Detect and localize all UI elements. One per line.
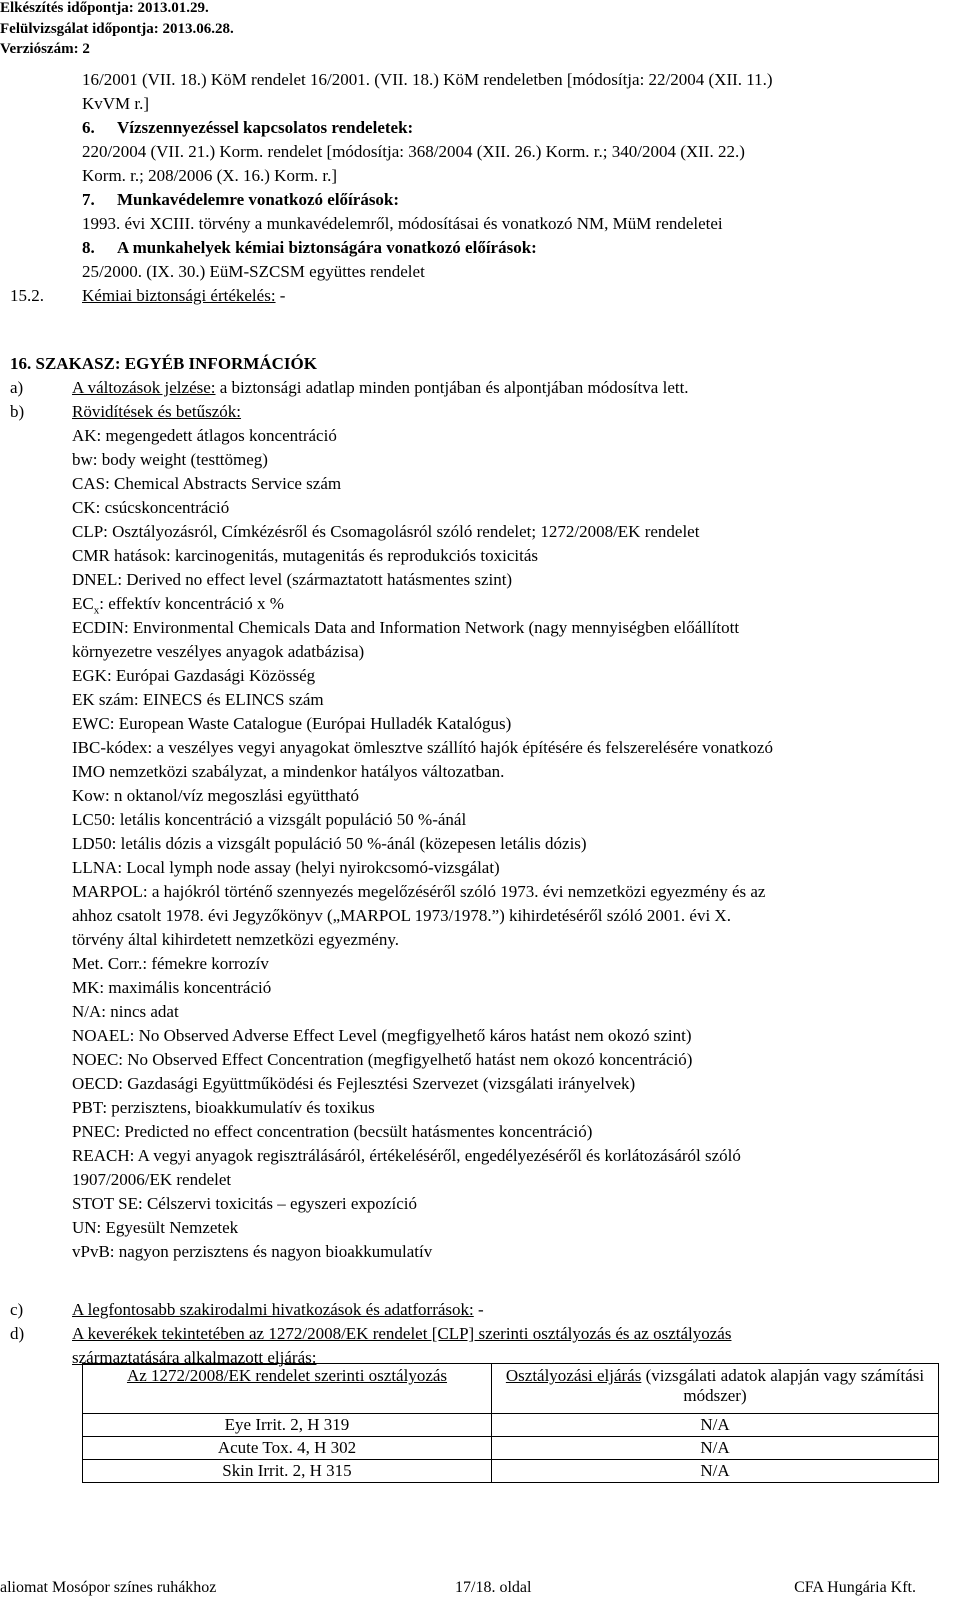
ec-prefix: EC xyxy=(72,594,94,613)
item-c xyxy=(72,1300,484,1320)
abbreviation-line: CK: csúcskoncentráció xyxy=(72,498,230,517)
footer-page-number: 17/18. oldal xyxy=(455,1579,532,1596)
table-cell-classification: Eye Irrit. 2, H 319 xyxy=(83,1414,492,1437)
abbreviation-line: 1907/2006/EK rendelet xyxy=(72,1170,232,1189)
table-cell-classification: Acute Tox. 4, H 302 xyxy=(83,1437,492,1460)
item-d-label-line1: A keverékek tekintetében az 1272/2008/EK rendelet [CLP] szerinti osztályozás és az osztályozás xyxy=(72,1324,732,1343)
regulation-line: Korm. r.; 208/2006 (X. 16.) Korm. r.] xyxy=(82,166,337,185)
regulation-line: 25/2000. (IX. 30.) EüM-SZCSM együttes rendelet xyxy=(82,262,425,281)
table-row xyxy=(83,1414,939,1437)
footer-company: CFA Hungária Kft. xyxy=(794,1579,916,1596)
regulation-line: 1993. évi XCIII. törvény a munkavédelemről, módosításai és vonatkozó NM, MüM rendeletei xyxy=(82,214,723,233)
item-d-label-line2: származtatására alkalmazott eljárás: xyxy=(72,1348,317,1367)
table-cell-method: N/A xyxy=(492,1414,939,1437)
abbreviation-line: ahhoz csatolt 1978. évi Jegyzőkönyv („MARPOL 1973/1978.”) kihirdetéséről szóló 2001. évi X. xyxy=(72,906,731,925)
abbreviation-line: CLP: Osztályozásról, Címkézésről és Csomagolásról szóló rendelet; 1272/2008/EK rendelet xyxy=(72,522,700,541)
item-a xyxy=(72,378,689,398)
item-c-letter: c) xyxy=(10,1300,24,1319)
abbreviation-line: CMR hatások: karcinogenitás, mutagenitás és reprodukciós toxicitás xyxy=(72,546,538,565)
abbreviation-line: DNEL: Derived no effect level (származtatott hatásmentes szint) xyxy=(72,570,513,589)
item-c-value: - xyxy=(473,1300,484,1319)
ec-rest: : effektív koncentráció x % xyxy=(99,594,284,613)
regulation-line: KvVM r.] xyxy=(82,94,150,113)
item-a-text: a biztonsági adatlap minden pontjában és alpontjában módosítva lett. xyxy=(215,378,689,397)
section-16-title: 16. SZAKASZ: EGYÉB INFORMÁCIÓK xyxy=(10,354,317,373)
subsection-15-2-number: 15.2. xyxy=(10,286,44,305)
abbreviation-line: NOAEL: No Observed Adverse Effect Level (megfigyelhető káros hatást nem okozó szint) xyxy=(72,1026,692,1045)
abbreviation-line: AK: megengedett átlagos koncentráció xyxy=(72,426,337,445)
table-header-row xyxy=(83,1364,939,1414)
abbreviation-line: EK szám: EINECS és ELINCS szám xyxy=(72,690,324,709)
item-d-letter: d) xyxy=(10,1324,25,1343)
abbreviation-line: környezetre veszélyes anyagok adatbázisa) xyxy=(72,642,365,661)
item-b-letter: b) xyxy=(10,402,25,421)
table-row xyxy=(83,1460,939,1483)
table-cell-method: N/A xyxy=(492,1437,939,1460)
regulation-line: 16/2001 (VII. 18.) KöM rendelet 16/2001. (VII. 18.) KöM rendeletben [módosítja: 22/2004 (XII. 11.) xyxy=(82,70,773,89)
item-7-title: Munkavédelemre vonatkozó előírások: xyxy=(117,190,400,209)
abbreviation-line: IMO nemzetközi szabályzat, a mindenkor hatályos változatban. xyxy=(72,762,505,781)
abbreviation-line: LD50: letális dózis a vizsgált populáció 50 %-ánál (közepesen letális dózis) xyxy=(72,834,587,853)
ec-subscript: x xyxy=(93,604,100,617)
abbreviation-line: OECD: Gazdasági Együttműködési és Fejlesztési Szervezet (vizsgálati irányelvek) xyxy=(72,1074,636,1093)
abbreviation-line: REACH: A vegyi anyagok regisztrálásáról, értékeléséről, engedélyezéséről és korlátozásáról szóló xyxy=(72,1146,741,1165)
table-cell-method: N/A xyxy=(492,1460,939,1483)
table-cell-classification: Skin Irrit. 2, H 315 xyxy=(83,1460,492,1483)
item-a-letter: a) xyxy=(10,378,24,397)
abbreviation-line: EWC: European Waste Catalogue (Európai Hulladék Katalógus) xyxy=(72,714,512,733)
abbreviation-line: MARPOL: a hajókról történő szennyezés megelőzéséről szóló 1973. évi nemzetközi egyezmény és az xyxy=(72,882,766,901)
abbreviation-line: UN: Egyesült Nemzetek xyxy=(72,1218,239,1237)
abbreviation-line: PBT: perzisztens, bioakkumulatív és toxikus xyxy=(72,1098,375,1117)
abbreviation-line: NOEC: No Observed Effect Concentration (megfigyelhető hatást nem okozó koncentráció) xyxy=(72,1050,693,1069)
abbreviation-line: vPvB: nagyon perzisztens és nagyon bioakkumulatív xyxy=(72,1242,433,1261)
item-b-label: Rövidítések és betűszók: xyxy=(72,402,242,421)
item-c-label: A legfontosabb szakirodalmi hivatkozások és adatforrások: xyxy=(72,1300,474,1319)
abbreviation-line: Kow: n oktanol/víz megoszlási együttható xyxy=(72,786,360,805)
abbreviation-line: bw: body weight (testtömeg) xyxy=(72,450,268,469)
abbreviation-line: CAS: Chemical Abstracts Service szám xyxy=(72,474,342,493)
item-8-title: A munkahelyek kémiai biztonságára vonatkozó előírások: xyxy=(117,238,537,257)
item-6-title: Vízszennyezéssel kapcsolatos rendeletek: xyxy=(117,118,414,137)
subsection-15-2 xyxy=(82,286,285,306)
table-header-method xyxy=(492,1364,939,1414)
table-header-method-label: Osztályozási eljárás xyxy=(505,1366,642,1385)
classification-table xyxy=(82,1363,939,1483)
table-row xyxy=(83,1437,939,1460)
abbreviation-line: LLNA: Local lymph node assay (helyi nyirokcsomó-vizsgálat) xyxy=(72,858,500,877)
footer-product-name: aliomat Mosópor színes ruhákhoz xyxy=(0,1579,217,1596)
table-header-method-note: (vizsgálati adatok alapján vagy számítási módszer) xyxy=(641,1366,925,1405)
item-6-number: 6. xyxy=(82,118,95,137)
item-a-label: A változások jelzése: xyxy=(72,378,216,397)
abbreviation-line: STOT SE: Célszervi toxicitás – egyszeri expozíció xyxy=(72,1194,417,1213)
abbreviation-line: LC50: letális koncentráció a vizsgált populáció 50 %-ánál xyxy=(72,810,467,829)
version-number: Verziószám: 2 xyxy=(0,41,90,57)
abbreviation-line: EGK: Európai Gazdasági Közösség xyxy=(72,666,316,685)
abbreviation-line: N/A: nincs adat xyxy=(72,1002,179,1021)
abbreviation-line: ECDIN: Environmental Chemicals Data and Information Network (nagy mennyiségben előállított xyxy=(72,618,740,637)
review-date: Felülvizsgálat időpontja: 2013.06.28. xyxy=(0,21,234,37)
abbreviation-line: PNEC: Predicted no effect concentration (becsült hatásmentes koncentráció) xyxy=(72,1122,593,1141)
abbreviation-line: IBC-kódex: a veszélyes vegyi anyagokat ömlesztve szállító hajók építésére és felszerelésére vonatkozó xyxy=(72,738,773,757)
subsection-15-2-value: - xyxy=(275,286,286,305)
regulation-line: 220/2004 (VII. 21.) Korm. rendelet [módosítja: 368/2004 (XII. 26.) Korm. r.; 340/2004 (XII. 22.) xyxy=(82,142,745,161)
subsection-15-2-label: Kémiai biztonsági értékelés: xyxy=(82,286,276,305)
table-header-classification: Az 1272/2008/EK rendelet szerinti osztályozás xyxy=(83,1364,492,1414)
item-8-number: 8. xyxy=(82,238,95,257)
abbreviation-line-ec xyxy=(72,594,284,617)
abbreviation-line: törvény által kihirdetett nemzetközi egyezmény. xyxy=(72,930,399,949)
abbreviation-line: Met. Corr.: fémekre korrozív xyxy=(72,954,269,973)
created-date: Elkészítés időpontja: 2013.01.29. xyxy=(0,0,209,16)
abbreviation-line: MK: maximális koncentráció xyxy=(72,978,272,997)
item-7-number: 7. xyxy=(82,190,95,209)
